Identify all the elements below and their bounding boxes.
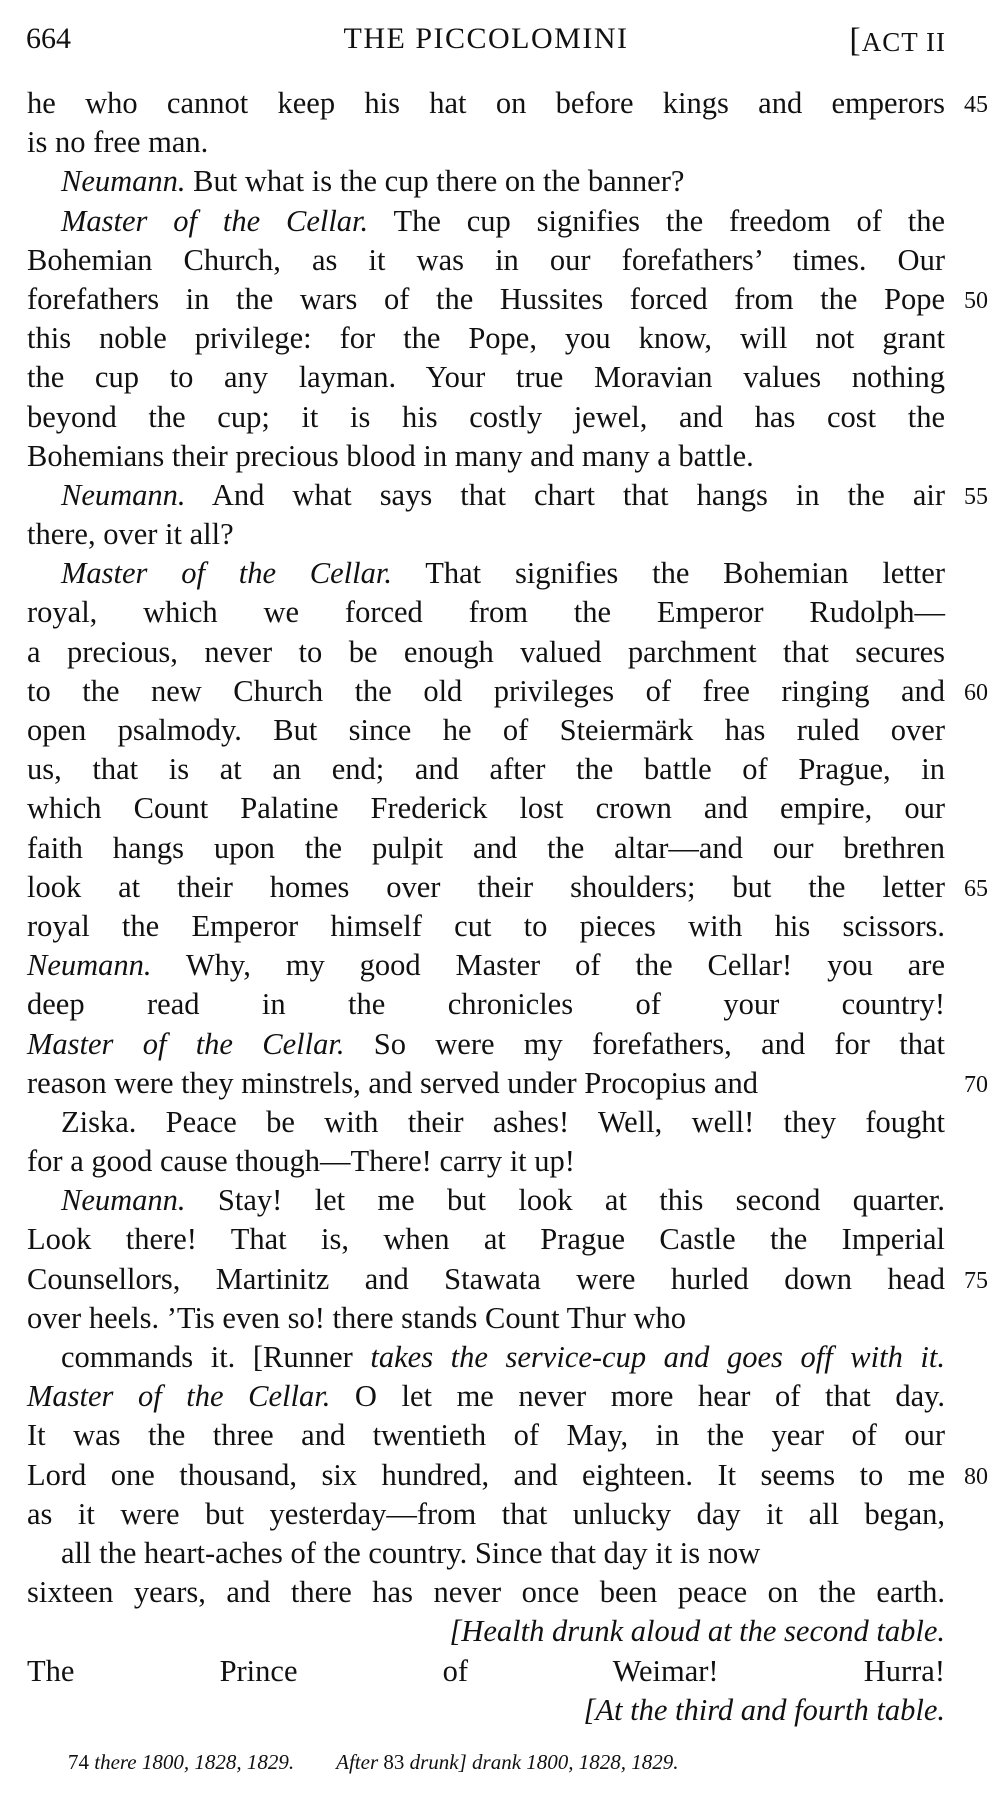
line-body: forefathers in the wars of the Hussites forced from the Pope [27, 281, 945, 316]
speaker-name: Master of the Cellar. [61, 556, 392, 591]
line-body: is no free man. [27, 125, 209, 160]
line-text [27, 1025, 945, 1064]
text-line [27, 241, 945, 280]
line-text [27, 515, 945, 554]
line-text [27, 1064, 945, 1103]
line-body: Lord one thousand, six hundred, and eighteen. It seems to me [27, 1457, 945, 1492]
line-text [27, 1260, 945, 1299]
line-text [27, 1103, 945, 1142]
speaker-name: Neumann. [61, 1183, 186, 1218]
text-line [27, 633, 945, 672]
speaker-name: Master of the Cellar. [27, 1026, 345, 1061]
line-body: commands it. [Runner [61, 1340, 371, 1374]
text-line [27, 1181, 945, 1220]
line-number: 60 [964, 679, 988, 706]
running-title: THE PICCOLOMINI [343, 22, 629, 55]
line-number: 45 [964, 92, 988, 118]
line-body: sixteen years, and there has never once been peace on the earth. [27, 1575, 945, 1610]
line-body: Bohemian Church, as it was in our forefathers’ times. Our [27, 242, 945, 277]
text-line [27, 280, 988, 319]
text-line [27, 1573, 945, 1612]
line-body: Stay! let me but look at this second quarter. [185, 1183, 945, 1218]
footnote-lemma: drunk] [409, 1750, 467, 1774]
text-line [27, 1456, 988, 1495]
text-line [27, 515, 945, 554]
footnote-line-number: 74 [68, 1750, 89, 1774]
line-body: But what is the cup there on the banner? [185, 164, 685, 199]
line-text [27, 1142, 945, 1181]
text-line [27, 672, 988, 711]
line-body: Ziska. Peace be with their ashes! Well, well! they fought [61, 1104, 945, 1139]
text-line [27, 1025, 945, 1064]
speaker-name: Neumann. [61, 164, 186, 199]
line-text [27, 437, 945, 476]
text-line [27, 1103, 945, 1142]
line-text [27, 123, 945, 162]
footnote [68, 1750, 968, 1775]
line-body: deep read in the chronicles of your country! [27, 987, 945, 1022]
text-line [27, 202, 945, 241]
text-line [27, 750, 945, 789]
line-text [27, 711, 945, 750]
line-text [27, 789, 945, 828]
footnote-variant: there 1800, 1828, 1829. [94, 1750, 295, 1774]
stage-direction: takes the service-cup and goes off with it. [370, 1340, 945, 1374]
line-text [27, 1299, 945, 1338]
text-line [27, 319, 945, 358]
page-body [27, 84, 988, 1730]
line-body: royal, which we forced from the Emperor Rudolph— [27, 595, 945, 630]
line-number: 50 [964, 287, 988, 314]
act-text: ACT II [861, 27, 946, 57]
line-body: the cup to any layman. Your true Moravian values nothing [27, 360, 945, 395]
line-body: us, that is at an end; and after the battle of Prague, in [27, 752, 945, 787]
text-line [27, 907, 945, 946]
line-text [27, 358, 945, 397]
line-text [27, 750, 945, 789]
line-body: O let me never more hear of that day. [330, 1379, 945, 1414]
line-body: to the new Church the old privileges of free ringing and [27, 673, 945, 708]
line-body: open psalmody. But since he of Steiermärk has ruled over [27, 713, 945, 747]
text-line [27, 162, 945, 201]
line-body: Look there! That is, when at Prague Castle the Imperial [27, 1222, 945, 1257]
line-body: which Count Palatine Frederick lost crown and empire, our [27, 791, 945, 826]
text-line [27, 1652, 945, 1691]
line-text [27, 1691, 945, 1730]
line-number: 65 [964, 875, 988, 902]
line-body: there, over it all? [27, 517, 234, 552]
line-body: Counsellors, Martinitz and Stawata were hurled down head [27, 1261, 945, 1296]
text-line [27, 1142, 945, 1181]
line-text [27, 476, 945, 515]
line-number: 55 [964, 483, 988, 510]
line-text [27, 985, 945, 1024]
text-line [27, 789, 945, 828]
text-line [27, 1495, 945, 1534]
line-text [27, 1377, 945, 1416]
line-body: The Prince of Weimar! Hurra! [27, 1653, 945, 1688]
stage-direction: [Health drunk aloud at the second table. [449, 1614, 945, 1649]
line-body: he who cannot keep his hat on before kings and emperors [27, 86, 945, 120]
line-text [27, 84, 945, 123]
footnote-line-number: 83 [383, 1750, 405, 1774]
line-text [27, 554, 945, 593]
speaker-name: Master of the Cellar. [61, 203, 369, 238]
text-line [27, 711, 945, 750]
line-text [27, 202, 945, 241]
text-line [27, 1377, 945, 1416]
text-line [27, 84, 988, 123]
line-text [27, 868, 945, 907]
text-line [27, 123, 945, 162]
line-text [27, 1652, 945, 1691]
text-line [27, 1691, 945, 1730]
line-text [27, 907, 945, 946]
line-text [27, 319, 945, 358]
line-text [27, 1220, 945, 1259]
line-body: look at their homes over their shoulders; but the letter [27, 869, 945, 904]
line-text [27, 241, 945, 280]
text-line [27, 1220, 945, 1259]
line-text [27, 1612, 945, 1651]
stage-direction: [At the third and fourth table. [583, 1692, 945, 1727]
text-line [27, 868, 988, 907]
line-body: Why, my good Master of the Cellar! you are [151, 948, 945, 983]
line-body: a precious, never to be enough valued parchment that secures [27, 634, 945, 669]
text-line [27, 946, 945, 985]
line-text [27, 280, 945, 319]
line-text [27, 829, 945, 868]
line-number: 75 [964, 1267, 988, 1294]
page-number: 664 [26, 22, 71, 55]
text-line [27, 1612, 945, 1651]
line-body: So were my forefathers, and for that [344, 1026, 945, 1061]
line-text [27, 1181, 945, 1220]
line-text [27, 162, 945, 201]
line-body: as it were but yesterday—from that unlucky day it all began, [27, 1496, 945, 1531]
line-body: And what says that chart that hangs in the air [185, 477, 945, 512]
text-line [27, 398, 945, 437]
line-body: The cup signifies the freedom of the [368, 203, 945, 238]
line-number: 80 [964, 1463, 988, 1490]
line-number: 70 [964, 1071, 988, 1098]
line-text [27, 1456, 945, 1495]
page-header [26, 22, 946, 62]
text-line [27, 437, 945, 476]
line-text [27, 1573, 945, 1612]
line-text [27, 1338, 945, 1377]
line-text [27, 593, 945, 632]
line-body: faith hangs upon the pulpit and the altar—and our brethren [27, 830, 945, 865]
speaker-name: Neumann. [27, 948, 152, 983]
text-line [27, 554, 945, 593]
footnote-reading: drank 1800, 1828, 1829. [472, 1750, 679, 1774]
speaker-name: Master of the Cellar. [27, 1379, 331, 1414]
text-line [27, 1260, 988, 1299]
text-line [27, 476, 988, 515]
line-text [27, 1534, 945, 1573]
line-text [27, 946, 945, 985]
line-body: over heels. ’Tis even so! there stands Count Thur who [27, 1300, 687, 1335]
line-body: all the heart-aches of the country. Since that day it is now [61, 1535, 761, 1570]
line-body: royal the Emperor himself cut to pieces with his scissors. [27, 908, 945, 943]
line-body: That signifies the Bohemian letter [392, 556, 945, 591]
text-line [27, 1338, 945, 1377]
line-body: reason were they minstrels, and served under Procopius and [27, 1065, 758, 1100]
act-label [849, 22, 946, 60]
act-bracket: [ [849, 22, 862, 59]
text-line [27, 1534, 945, 1573]
text-line [27, 829, 945, 868]
line-text [27, 633, 945, 672]
line-body: for a good cause though—There! carry it up! [27, 1144, 575, 1179]
line-body: beyond the cup; it is his costly jewel, and has cost the [27, 399, 945, 434]
text-line [27, 985, 945, 1024]
text-line [27, 1299, 945, 1338]
footnote-after: After [336, 1750, 379, 1774]
line-text [27, 1416, 945, 1455]
text-line [27, 1064, 988, 1103]
text-line [27, 593, 945, 632]
text-line [27, 1416, 945, 1455]
speaker-name: Neumann. [61, 477, 186, 512]
line-text [27, 1495, 945, 1534]
line-text [27, 398, 945, 437]
line-body: It was the three and twentieth of May, in the year of our [27, 1418, 945, 1453]
line-body: this noble privilege: for the Pope, you know, will not grant [27, 321, 945, 356]
line-text [27, 672, 945, 711]
text-line [27, 358, 945, 397]
line-body: Bohemians their precious blood in many and many a battle. [27, 438, 754, 473]
